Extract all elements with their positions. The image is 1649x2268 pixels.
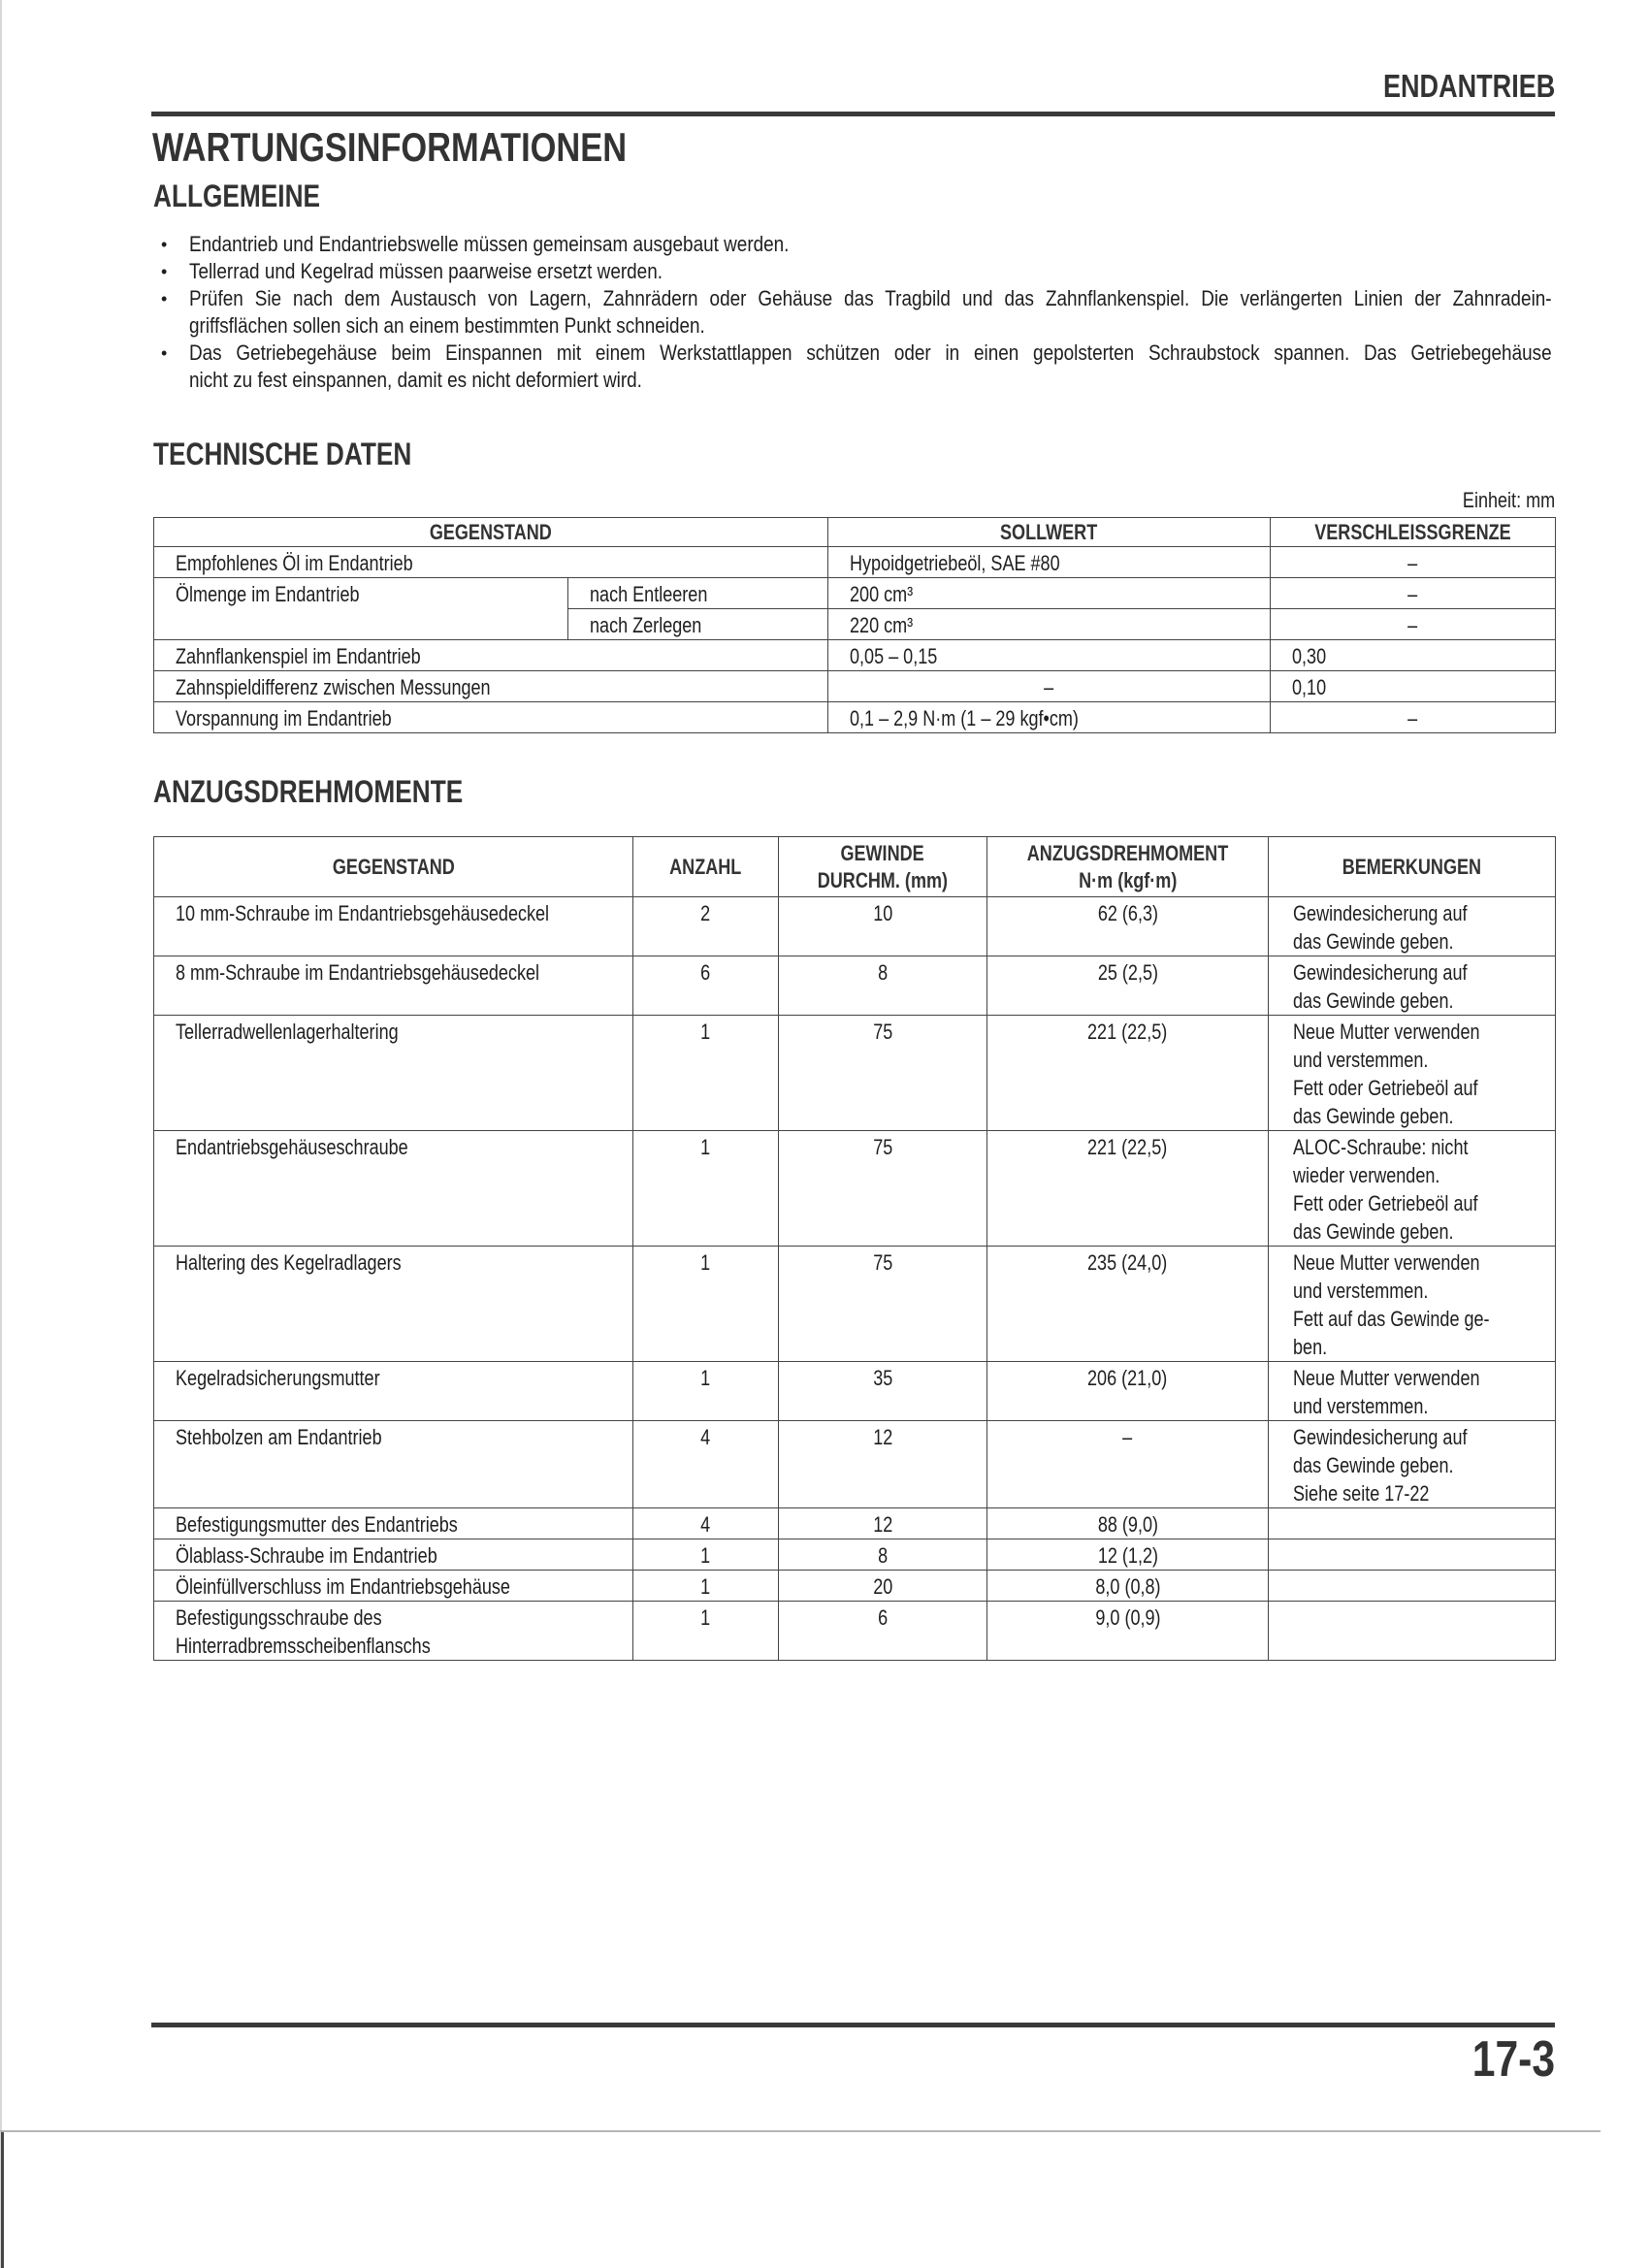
cell-item: Vorspannung im Endantrieb	[154, 702, 828, 733]
cell-quantity: 1	[633, 1131, 779, 1247]
cell-remarks: Neue Mutter verwenden und verstemmen.	[1269, 1362, 1556, 1421]
cell-value: Hypoidgetriebeöl, SAE #80	[828, 547, 1271, 578]
cell-thread-diameter: 12	[779, 1508, 987, 1539]
cell-thread-diameter: 8	[779, 956, 987, 1016]
cell-item: Kegelradsicherungsmutter	[154, 1362, 633, 1421]
table-row	[154, 1602, 1556, 1661]
table-row	[154, 1571, 1556, 1602]
scan-left-edge-dark	[1, 2132, 4, 2268]
column-header-item: GEGENSTAND	[154, 837, 633, 897]
cell-value: 220 cm³	[828, 609, 1271, 640]
table-row	[154, 1016, 1556, 1131]
list-item	[161, 258, 1555, 285]
header-rule	[151, 112, 1555, 116]
cell-item: 10 mm-Schraube im Endantriebsgehäusedeckel	[154, 897, 633, 956]
table-row	[154, 1421, 1556, 1508]
scan-bottom-edge	[0, 2130, 1600, 2132]
cell-quantity: 4	[633, 1508, 779, 1539]
table-row	[154, 956, 1556, 1016]
list-item-text: Prüfen Sie nach dem Austausch von Lagern, Zahnrädern oder Gehäuse das Tragbild und das Zahnflankenspiel. Die verlängerten Linien der Zahnradein-	[189, 286, 1552, 310]
cell-limit: –	[1271, 609, 1556, 640]
cell-remarks: Neue Mutter verwenden und verstemmen. Fett auf das Gewinde ge- ben.	[1269, 1247, 1556, 1362]
list-item-text: griffsflächen sollen sich an einem bestimmten Punkt schneiden.	[189, 313, 705, 338]
cell-item: Zahnflankenspiel im Endantrieb	[154, 640, 828, 671]
cell-quantity: 1	[633, 1016, 779, 1131]
cell-torque: 62 (6,3)	[987, 897, 1269, 956]
bullet-icon: •	[161, 235, 168, 254]
cell-thread-diameter: 35	[779, 1362, 987, 1421]
list-item-text: Das Getriebegehäuse beim Einspannen mit einem Werkstattlappen schützen oder in einen gepolsterten Schraubstock spannen. Das Getriebegehäuse	[189, 340, 1552, 365]
column-header-torque: ANZUGSDREHMOMENT N·m (kgf·m)	[987, 837, 1269, 897]
cell-thread-diameter: 75	[779, 1247, 987, 1362]
table-row	[154, 1508, 1556, 1539]
page-title: WARTUNGSINFORMATIONEN	[152, 124, 628, 170]
cell-torque: 221 (22,5)	[987, 1016, 1269, 1131]
cell-value: 0,1 – 2,9 N·m (1 – 29 kgf•cm)	[828, 702, 1271, 733]
cell-thread-diameter: 8	[779, 1539, 987, 1571]
column-header-quantity: ANZAHL	[633, 837, 779, 897]
cell-torque: 88 (9,0)	[987, 1508, 1269, 1539]
column-header-remarks: BEMERKUNGEN	[1269, 837, 1556, 897]
cell-remarks	[1269, 1602, 1556, 1661]
column-header-limit: VERSCHLEISSGRENZE	[1271, 518, 1556, 547]
torque-table-body	[154, 897, 1556, 1661]
cell-item: Befestigungsmutter des Endantriebs	[154, 1508, 633, 1539]
cell-quantity: 6	[633, 956, 779, 1016]
cell-value: –	[828, 671, 1271, 702]
table-row	[154, 640, 1556, 671]
cell-thread-diameter: 75	[779, 1131, 987, 1247]
section-heading-technische-daten: TECHNISCHE DATEN	[153, 437, 412, 471]
cell-limit: –	[1271, 547, 1556, 578]
cell-item: Endantriebsgehäuseschraube	[154, 1131, 633, 1247]
cell-limit: –	[1271, 578, 1556, 609]
section-heading-allgemeine: ALLGEMEINE	[153, 178, 321, 213]
cell-limit: –	[1271, 702, 1556, 733]
cell-torque: 25 (2,5)	[987, 956, 1269, 1016]
cell-sub-item: nach Zerlegen	[568, 609, 828, 640]
general-notes-list	[161, 231, 1555, 394]
footer-rule	[151, 2023, 1555, 2027]
cell-torque: 235 (24,0)	[987, 1247, 1269, 1362]
column-header-thread-diameter: GEWINDE DURCHM. (mm)	[779, 837, 987, 897]
table-header-row	[154, 837, 1556, 897]
table-row	[154, 1539, 1556, 1571]
cell-item: Tellerradwellenlagerhaltering	[154, 1016, 633, 1131]
unit-label: Einheit: mm	[1462, 488, 1555, 512]
cell-item: Ölmenge im Endantrieb	[154, 578, 568, 640]
cell-remarks	[1269, 1539, 1556, 1571]
specifications-table	[153, 517, 1556, 733]
cell-torque: –	[987, 1421, 1269, 1508]
cell-quantity: 1	[633, 1539, 779, 1571]
table-row	[154, 578, 1556, 609]
cell-item: Öleinfüllverschluss im Endantriebsgehäuse	[154, 1571, 633, 1602]
cell-thread-diameter: 75	[779, 1016, 987, 1131]
list-item	[161, 285, 1555, 340]
cell-item: Stehbolzen am Endantrieb	[154, 1421, 633, 1508]
cell-torque: 8,0 (0,8)	[987, 1571, 1269, 1602]
list-item-text: Tellerrad und Kegelrad müssen paarweise ersetzt werden.	[189, 259, 663, 283]
cell-remarks: Gewindesicherung auf das Gewinde geben.	[1269, 897, 1556, 956]
cell-item: Empfohlenes Öl im Endantrieb	[154, 547, 828, 578]
cell-item: 8 mm-Schraube im Endantriebsgehäusedeckel	[154, 956, 633, 1016]
cell-torque: 9,0 (0,9)	[987, 1602, 1269, 1661]
cell-remarks: Neue Mutter verwenden und verstemmen. Fett oder Getriebeöl auf das Gewinde geben.	[1269, 1016, 1556, 1131]
bullet-icon: •	[161, 262, 168, 281]
bullet-icon: •	[161, 343, 168, 363]
cell-remarks: Gewindesicherung auf das Gewinde geben. Siehe seite 17-22	[1269, 1421, 1556, 1508]
cell-thread-diameter: 6	[779, 1602, 987, 1661]
cell-quantity: 1	[633, 1362, 779, 1421]
cell-thread-diameter: 12	[779, 1421, 987, 1508]
scan-left-edge	[0, 0, 2, 2268]
cell-torque: 206 (21,0)	[987, 1362, 1269, 1421]
cell-remarks	[1269, 1571, 1556, 1602]
cell-value: 0,05 – 0,15	[828, 640, 1271, 671]
cell-item: Zahnspieldifferenz zwischen Messungen	[154, 671, 828, 702]
cell-sub-item: nach Entleeren	[568, 578, 828, 609]
cell-thread-diameter: 10	[779, 897, 987, 956]
column-header-item: GEGENSTAND	[154, 518, 828, 547]
table-row	[154, 547, 1556, 578]
column-header-value: SOLLWERT	[828, 518, 1271, 547]
table-row	[154, 1247, 1556, 1362]
table-row	[154, 671, 1556, 702]
cell-quantity: 1	[633, 1571, 779, 1602]
torque-table	[153, 836, 1556, 1661]
cell-quantity: 1	[633, 1602, 779, 1661]
list-item	[161, 231, 1555, 258]
bullet-icon: •	[161, 289, 168, 308]
page-number: 17-3	[1471, 2031, 1555, 2088]
list-item-text: Endantrieb und Endantriebswelle müssen gemeinsam ausgebaut werden.	[189, 232, 790, 256]
cell-torque: 221 (22,5)	[987, 1131, 1269, 1247]
cell-remarks: Gewindesicherung auf das Gewinde geben.	[1269, 956, 1556, 1016]
cell-quantity: 2	[633, 897, 779, 956]
cell-thread-diameter: 20	[779, 1571, 987, 1602]
cell-quantity: 4	[633, 1421, 779, 1508]
list-item	[161, 340, 1555, 394]
cell-item: Befestigungsschraube des Hinterradbremsscheibenflanschs	[154, 1602, 633, 1661]
table-row	[154, 897, 1556, 956]
table-row	[154, 1362, 1556, 1421]
section-heading-anzugsdrehmomente: ANZUGSDREHMOMENTE	[153, 774, 464, 809]
cell-torque: 12 (1,2)	[987, 1539, 1269, 1571]
cell-limit: 0,30	[1271, 640, 1556, 671]
cell-limit: 0,10	[1271, 671, 1556, 702]
cell-item: Ölablass-Schraube im Endantrieb	[154, 1539, 633, 1571]
cell-remarks: ALOC-Schraube: nicht wieder verwenden. Fett oder Getriebeöl auf das Gewinde geben.	[1269, 1131, 1556, 1247]
list-item-text: nicht zu fest einspannen, damit es nicht deformiert wird.	[189, 368, 642, 392]
cell-remarks	[1269, 1508, 1556, 1539]
cell-quantity: 1	[633, 1247, 779, 1362]
cell-item: Haltering des Kegelradlagers	[154, 1247, 633, 1362]
cell-value: 200 cm³	[828, 578, 1271, 609]
table-row	[154, 702, 1556, 733]
table-header-row	[154, 518, 1556, 547]
chapter-header: ENDANTRIEB	[1382, 68, 1555, 104]
table-row	[154, 1131, 1556, 1247]
